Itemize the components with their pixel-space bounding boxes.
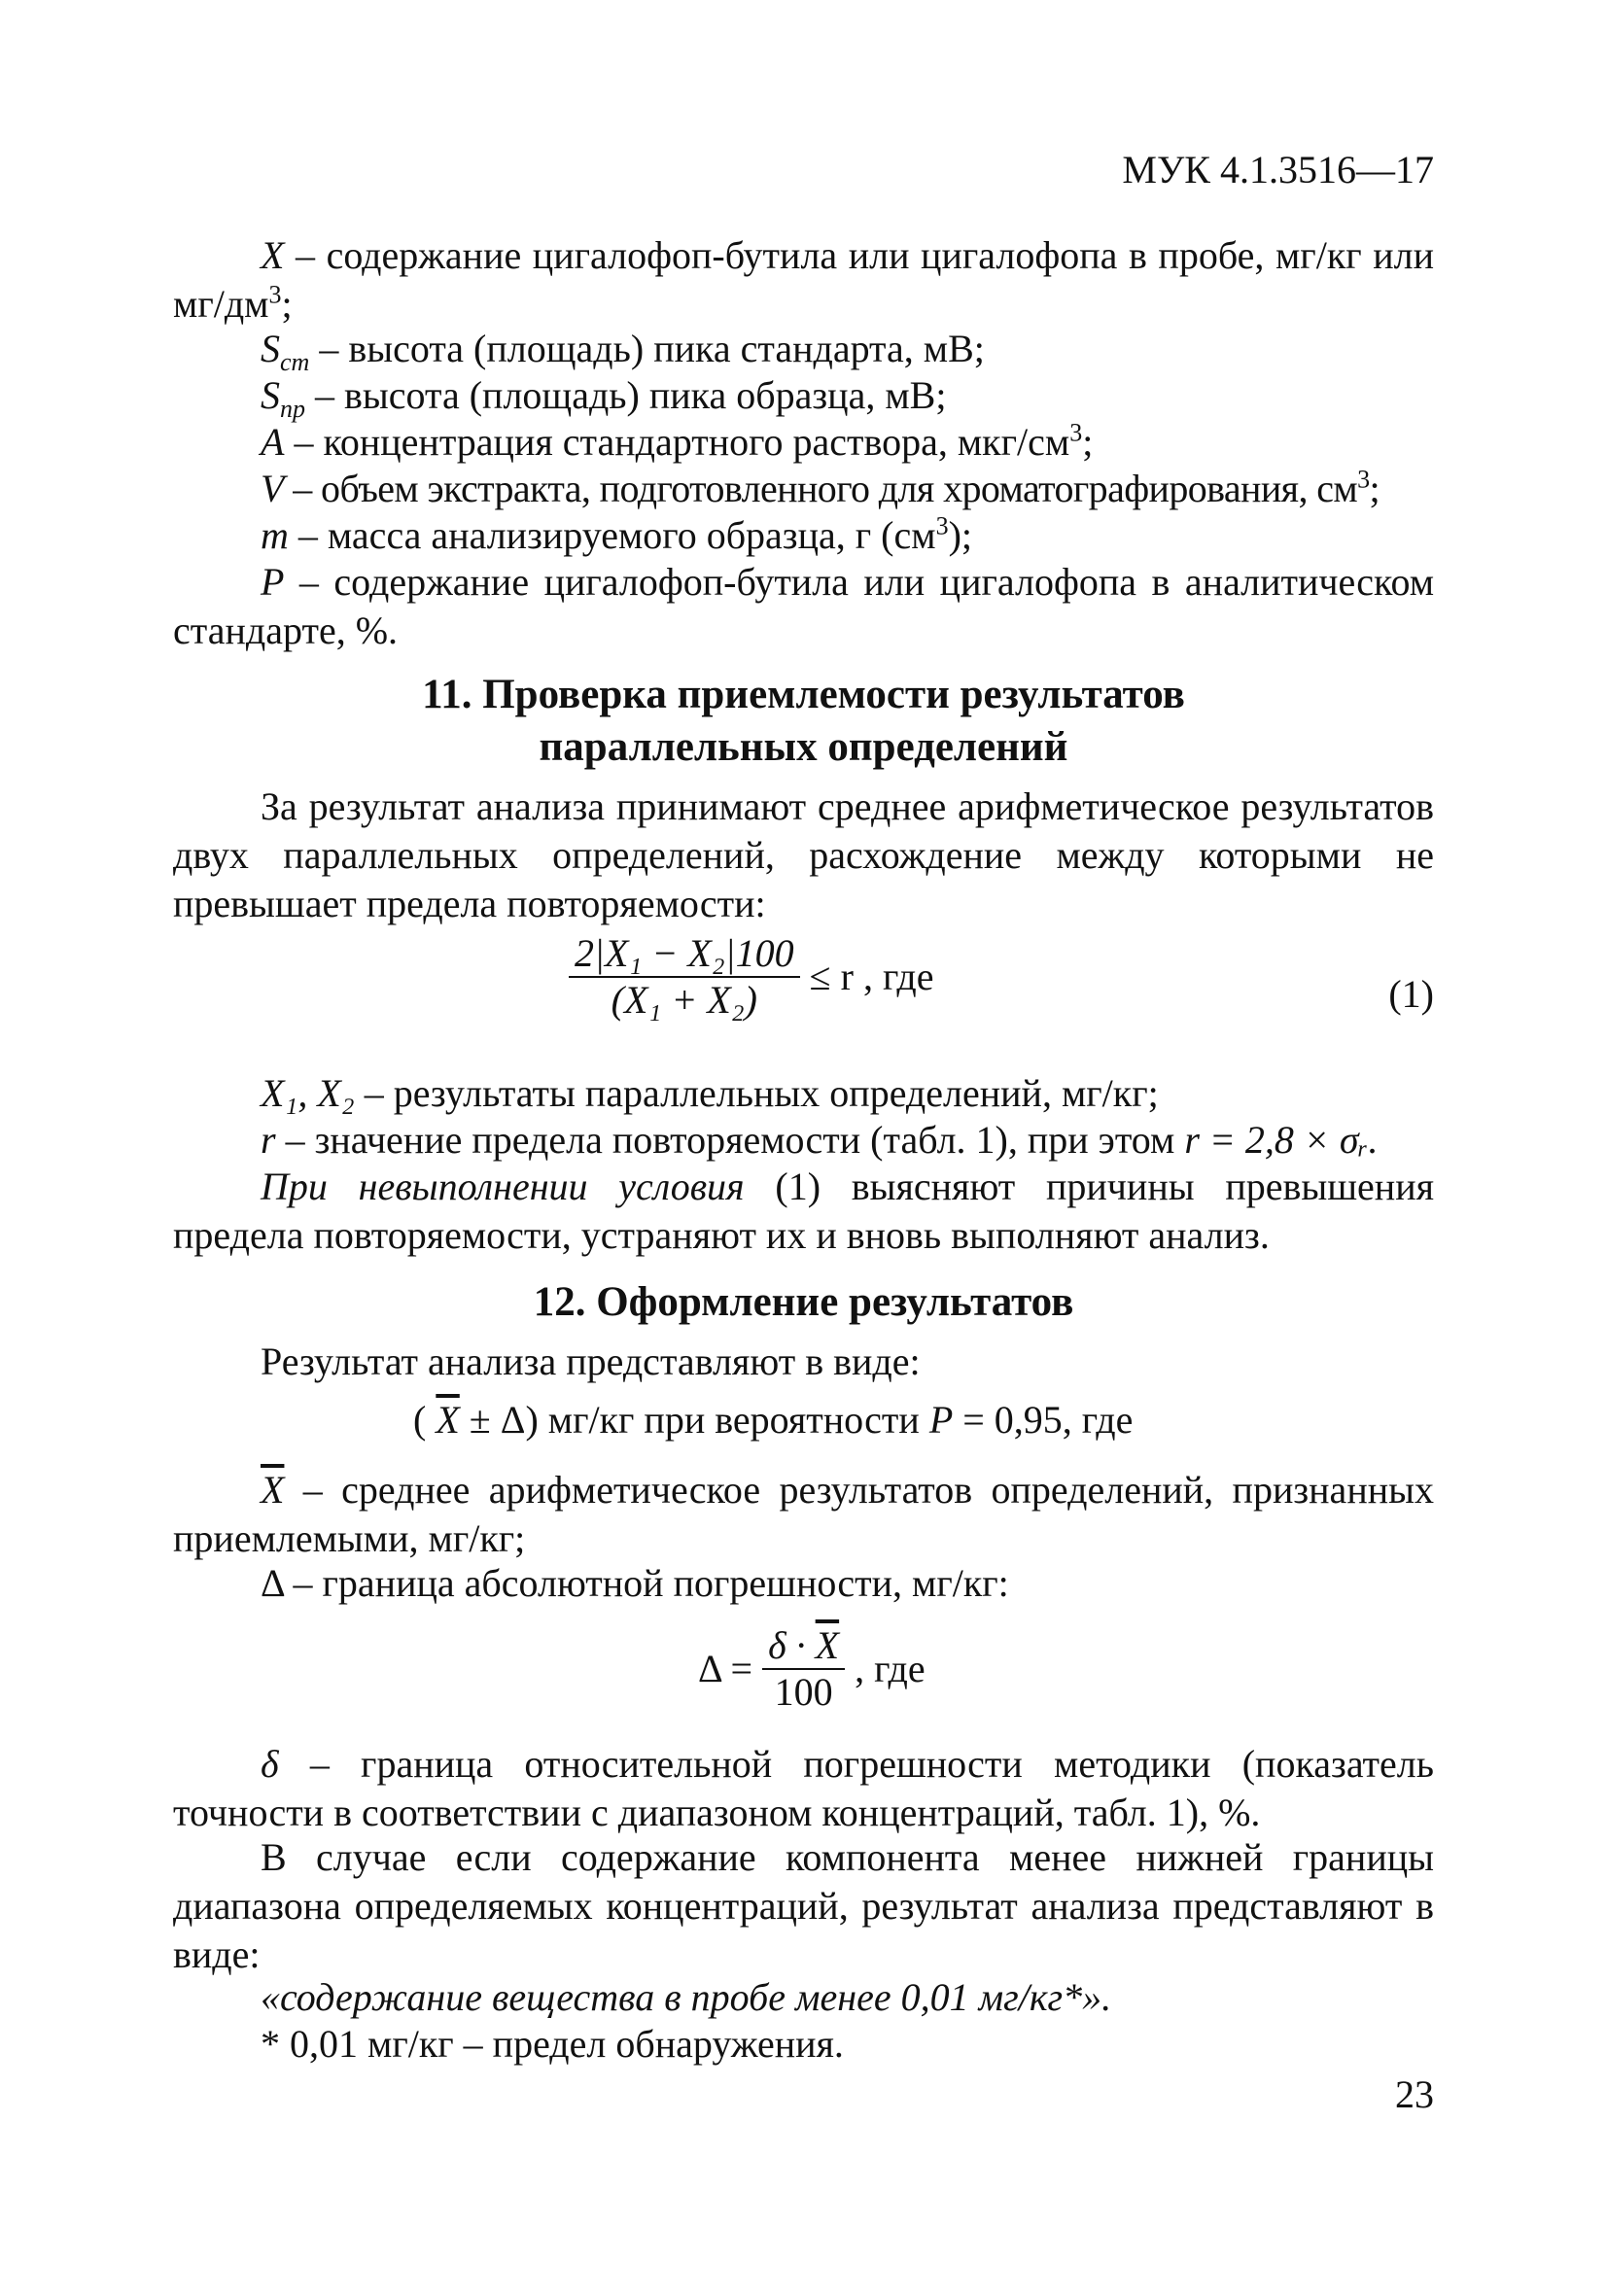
definition-r-text: – значение предела повторяемости (табл. 1), при этом [275, 1118, 1185, 1162]
definition-relative-error-text: – граница относительной погрешности методики (показатель точности в соответствии с диапазоном концентраций, табл. 1), %. [173, 1742, 1434, 1834]
result-open: ( [413, 1398, 437, 1442]
definition-x-text: – содержание цигалофоп-бутила или цигалофопа в пробе, мг/кг [284, 233, 1362, 277]
definition-a-text: – концентрация стандартного раствора, мкг/см [284, 420, 1070, 464]
result-expression [413, 1396, 1133, 1444]
subscript-np: np [280, 395, 305, 423]
semicolon: ; [281, 282, 293, 326]
definition-scm-text: – высота (площадь) пика стандарта, мВ; [309, 327, 985, 370]
definition-snp-text: – высота (площадь) пика образца, мВ; [305, 373, 947, 417]
r-equation: r = 2,8 × σᵣ. [1184, 1118, 1379, 1162]
semicolon: ; [1082, 420, 1094, 464]
quote-text: «содержание вещества в пробе менее 0,01 мг/кг*». [261, 1975, 1112, 2019]
condition-text: (1) выясняют причины превышения предела повторяемости, устраняют их и вновь выполняют анализ. [173, 1165, 1435, 1257]
formula-1-numerator: 2|X₁ − X₂|100 [569, 931, 800, 978]
definition-m [261, 511, 972, 560]
formula-1-relation: ≤ r , где [809, 955, 934, 998]
symbol-r: r [261, 1118, 276, 1162]
definition-v [261, 465, 1380, 513]
section-12-title: 12. Оформление результатов [533, 1279, 1074, 1325]
definition-m-text: – масса анализируемого образца, г (см [288, 513, 936, 557]
definition-p-text: – содержание цигалофоп-бутила или цигалофопа в аналитическом стандарте, %. [173, 560, 1434, 652]
x-bar: $\overline{X}$ [261, 1468, 285, 1512]
symbol-x12: X₁, X₂ [261, 1071, 355, 1115]
formula-delta-numerator [762, 1623, 845, 1670]
section-11-title-line-1: 11. Проверка приемлемости результатов [422, 672, 1185, 717]
definition-relative-error [173, 1740, 1434, 1837]
section-12-intro: Результат анализа представляют в виде: [261, 1339, 921, 1383]
symbol-a: A [261, 420, 285, 464]
symbol-s: S [261, 373, 280, 417]
definition-x12 [261, 1069, 1159, 1118]
sup-3: 3 [1069, 418, 1083, 447]
footnote: * 0,01 мг/кг – предел обнаружения. [261, 2022, 844, 2066]
formula-delta-where: , где [855, 1647, 926, 1690]
definition-scm [261, 325, 985, 376]
subscript-cm: cm [280, 348, 310, 376]
section-11-title-line-2: параллельных определений [539, 724, 1068, 770]
definition-p [173, 558, 1434, 655]
formula-delta [698, 1623, 926, 1715]
section-11-title [173, 669, 1434, 774]
lower-limit-paragraph: В случае если содержание компонента менее нижней границы диапазона определяемых концентраций, результат анализа представляют в виде: [173, 1835, 1434, 1976]
document-code: МУК 4.1.3516—17 [1122, 148, 1434, 191]
definition-v-text: – объем экстракта, подготовленного для хроматографирования, см [283, 467, 1358, 510]
definition-r [261, 1116, 1378, 1165]
formula-1-fraction [569, 931, 800, 1023]
formula-1 [569, 931, 933, 1023]
definition-x12-text: – результаты параллельных определений, мг/кг; [354, 1071, 1159, 1115]
definition-a [261, 418, 1093, 467]
sup-3: 3 [268, 280, 282, 309]
formula-delta-lhs: Δ = [698, 1647, 753, 1690]
condition-paragraph [173, 1163, 1434, 1260]
section-11-intro: За результат анализа принимают среднее арифметическое результатов двух параллельных определений, расхождение между которыми не превышает предела повторяемости: [173, 784, 1434, 925]
symbol-m: m [261, 513, 289, 557]
symbol-v: V [261, 467, 284, 510]
definition-x [173, 231, 1434, 329]
formula-delta-fraction [762, 1623, 845, 1715]
definition-x-text-2: или мг/дм [173, 233, 1435, 326]
x-bar: $\overline{X}$ [436, 1398, 460, 1442]
semicolon: ; [1369, 467, 1380, 510]
sup-3: 3 [935, 511, 949, 540]
page-number: 23 [1395, 2072, 1434, 2116]
condition-italic: При невыполнении условия [261, 1165, 745, 1208]
formula-1-label: (1) [1388, 972, 1434, 1016]
formula-delta-denominator: 100 [774, 1670, 833, 1714]
definition-xbar [173, 1466, 1434, 1563]
sup-3: 3 [1357, 465, 1370, 494]
closing: ); [948, 513, 972, 557]
x-bar: $\overline{X}$ [815, 1623, 840, 1667]
symbol-x: X [261, 233, 285, 277]
result-rest: ± Δ) мг/кг при вероятности [459, 1398, 929, 1442]
symbol-p: P [928, 1398, 954, 1442]
definition-delta: Δ – граница абсолютной погрешности, мг/кг: [261, 1561, 1009, 1605]
delta-symbol: δ · [768, 1623, 816, 1667]
definition-snp [261, 371, 947, 423]
symbol-p: P [261, 560, 285, 604]
formula-1-denominator: (X₁ + X₂) [611, 978, 757, 1022]
definition-xbar-text: – среднее арифметическое результатов определений, признанных приемлемыми, мг/кг; [173, 1468, 1434, 1560]
symbol-delta: δ [261, 1742, 279, 1786]
result-tail: = 0,95, где [953, 1398, 1134, 1442]
symbol-s: S [261, 327, 280, 370]
